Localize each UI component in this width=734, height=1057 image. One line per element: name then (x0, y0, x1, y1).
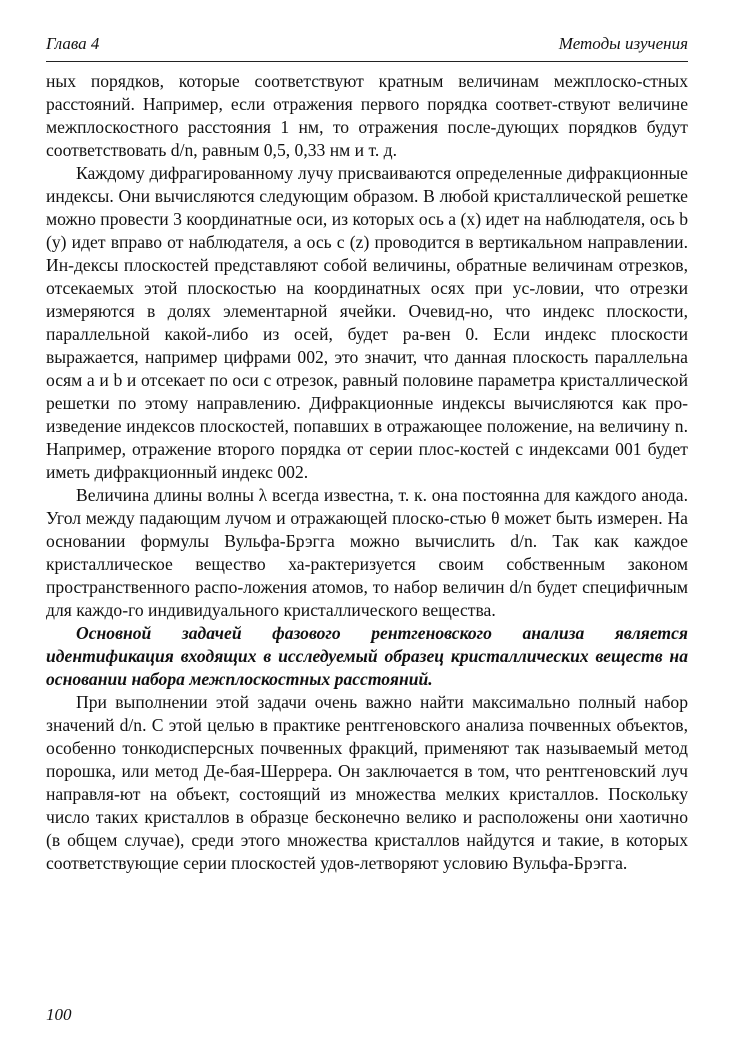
paragraph-continuation: ных порядков, которые соответствуют кратным величинам межплоско-стных расстояний. Например, если отражения первого порядка соответ-ствуют величине межплоскостного расстояния 1 нм, то отражения после-дующих порядков будут соответствовать d/n, равным 0,5, 0,33 нм и т. д. (46, 71, 688, 160)
header-rule (46, 61, 688, 62)
running-header (46, 34, 688, 54)
page-number: 100 (46, 1005, 72, 1024)
paragraph-powder-method: При выполнении этой задачи очень важно найти максимально полный набор значений d/n. С этой целью в практике рентгеновского анализа почвенных объектов, особенно тонкодисперсных почвенных фракций, применяют так называемый метод порошка, или метод Де-бая-Шеррера. Он заключается в том, что рентгеновский луч направля-ют на объект, состоящий из множества мелких кристаллов. Поскольку число таких кристаллов в образце бесконечно велико и расположены они хаотично (в общем случае), среди этого множества кристаллов найдутся и такие, в которых соответствующие серии плоскостей удов-летворяют условию Вульфа-Брэгга. (46, 692, 688, 873)
paragraph-wavelength: Величина длины волны λ всегда известна, т. к. она постоянна для каждого анода. Угол между падающим лучом и отражающей плоско-стью θ может быть измерен. На основании формулы Вульфа-Брэгга можно вычислить d/n. Так как каждое кристаллическое вещество ха-рактеризуется своим собственным законом пространственного распо-ложения атомов, то набор величин d/n будет специфичным для каждо-го индивидуального кристаллического вещества. (46, 485, 688, 620)
paragraph-diffraction-indices: Каждому дифрагированному лучу присваиваются определенные дифракционные индексы. Они вычисляются следующим образом. В любой кристаллической решетке можно провести 3 координатные оси, из которых ось a (x) идет на наблюдателя, ось b (y) идет вправо от наблюдателя, а ось c (z) проводится в вертикальном направлении. Ин-дексы плоскостей представляют собой величины, обратные величинам отрезков, отсекаемых этой плоскостью на координатных осях при ус-ловии, что отрезки измеряются в долях элементарной ячейки. Очевид-но, что индекс плоскости, параллельной какой-либо из осей, будет ра-вен 0. Если индекс плоскости выражается, например цифрами 002, это значит, что данная плоскость параллельна осям a и b и отсекает по оси c отрезок, равный половине параметра кристаллической решетки по этому направлению. Дифракционные индексы вычисляются как про-изведение индексов плоскостей, попавших в отражающее положение, на величину n. Например, отражение второго порядка от серии плос-костей с индексами 001 будет иметь дифракционный индекс 002. (46, 163, 688, 482)
section-title: Методы изучения (558, 34, 688, 53)
page-body (46, 70, 688, 875)
chapter-label: Глава 4 (46, 34, 100, 53)
paragraph-main-task: Основной задачей фазового рентгеновского анализа является идентификация входящих в исследуемый образец кристаллических веществ на основании набора межплоскостных расстояний. (46, 623, 688, 689)
